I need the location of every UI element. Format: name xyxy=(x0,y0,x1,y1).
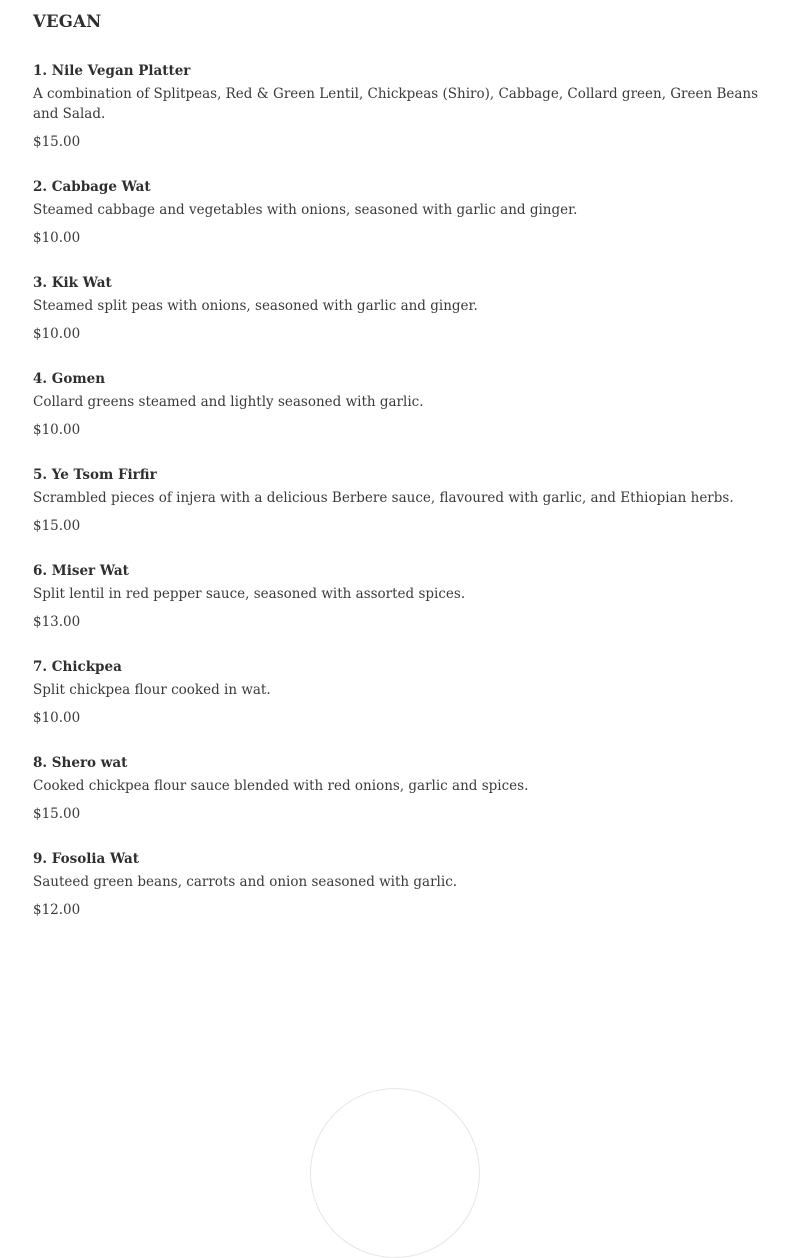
item-name: 7. Chickpea xyxy=(33,659,122,675)
item-name: 9. Fosolia Wat xyxy=(33,851,139,867)
item-name: 5. Ye Tsom Firfir xyxy=(33,467,157,483)
item-description: Collard greens steamed and lightly seasoned with garlic. xyxy=(33,394,424,410)
item-price: $13.00 xyxy=(33,614,81,630)
item-name: 6. Miser Wat xyxy=(33,563,129,579)
item-price: $10.00 xyxy=(33,422,81,438)
item-description: Split lentil in red pepper sauce, seasoned with assorted spices. xyxy=(33,586,466,602)
item-price: $10.00 xyxy=(33,326,81,342)
menu-item xyxy=(33,60,763,152)
menu-item xyxy=(33,464,763,536)
decorative-circle xyxy=(310,1088,480,1258)
section-title: VEGAN xyxy=(33,12,102,31)
item-price: $15.00 xyxy=(33,134,81,150)
item-name: 8. Shero wat xyxy=(33,755,128,771)
item-name: 2. Cabbage Wat xyxy=(33,179,151,195)
item-description: Sauteed green beans, carrots and onion seasoned with garlic. xyxy=(33,874,458,890)
item-description: Steamed cabbage and vegetables with onions, seasoned with garlic and ginger. xyxy=(33,202,578,218)
menu-item xyxy=(33,368,763,440)
item-description: Steamed split peas with onions, seasoned with garlic and ginger. xyxy=(33,298,478,314)
menu-item xyxy=(33,272,763,344)
item-description: A combination of Splitpeas, Red & Green Lentil, Chickpeas (Shiro), Cabbage, Collard green, Green Beans and Salad. xyxy=(33,86,759,122)
item-name: 4. Gomen xyxy=(33,371,106,387)
item-price: $12.00 xyxy=(33,902,81,918)
item-price: $15.00 xyxy=(33,806,81,822)
item-price: $10.00 xyxy=(33,230,81,246)
item-price: $15.00 xyxy=(33,518,81,534)
menu-item xyxy=(33,656,763,728)
item-description: Split chickpea flour cooked in wat. xyxy=(33,682,271,698)
item-name: 3. Kik Wat xyxy=(33,275,112,291)
item-description: Scrambled pieces of injera with a delicious Berbere sauce, flavoured with garlic, and Ethiopian herbs. xyxy=(33,490,734,506)
menu-item xyxy=(33,560,763,632)
menu-list xyxy=(33,60,763,944)
menu-item xyxy=(33,752,763,824)
item-name: 1. Nile Vegan Platter xyxy=(33,63,191,79)
item-description: Cooked chickpea flour sauce blended with red onions, garlic and spices. xyxy=(33,778,529,794)
item-price: $10.00 xyxy=(33,710,81,726)
menu-item xyxy=(33,848,763,920)
menu-item xyxy=(33,176,763,248)
